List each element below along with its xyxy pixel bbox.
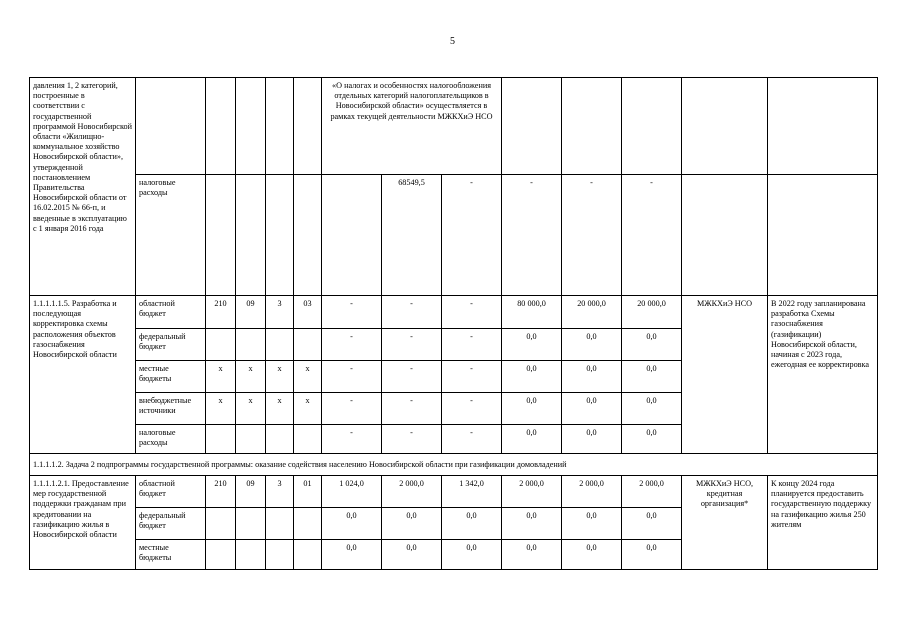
table-row: 1.1.1.1.1.5. Разработка и последующая корректировка схемы расположения объектов газоснабжения Новосибирской области областной бюджет 210 09 3 03 - - - 80 000,0 20 000,0 20 000,0 МЖКХиЭ НСО В 2022 году запланирована разработка Схемы газоснабжения (газификации) Новосибирской области, начиная с 2023 года, ежегодная ее корректировка [30,296,878,329]
funding-source-label: местные бюджеты [136,361,206,393]
table-row: 1.1.1.1.2.1. Предоставление мер государственной поддержки гражданам при кредитовании на газификацию жилья в Новосибирской области областной бюджет 210 09 3 01 1 024,0 2 000,0 1 342,0 2 000,0 2 000,0 2 000,0 МЖКХиЭ НСО, кредитная организация* К концу 2024 года планируется предоставить государственную поддержку на газификацию жилья 250 жителям [30,476,878,508]
funding-source-label: областной бюджет [136,296,206,329]
measure-description: давления 1, 2 категорий, построенные в соответствии с государственной программой Новосибирской области «Жилищно-коммунальное хозяйство Новосибирской области», утвержденной постановлением Правительства Новосибирской области от 16.02.2015 № 66-п, и введенные в эксплуатацию с 1 января 2016 года [30,78,136,296]
table-row: налоговые расходы - - - 0,0 0,0 0,0 [30,425,878,454]
program-table [29,77,878,570]
table-row: внебюджетные источники x x x x - - - 0,0 0,0 0,0 [30,393,878,425]
expected-result: В 2022 году запланирована разработка Схемы газоснабжения (газификации) Новосибирской области, начиная с 2023 года, ежегодная ее корректировка [768,296,878,454]
table-row: федеральный бюджет - - - 0,0 0,0 0,0 [30,329,878,361]
table-row: местные бюджеты 0,0 0,0 0,0 0,0 0,0 0,0 [30,540,878,570]
measure-title: 1.1.1.1.1.5. Разработка и последующая корректировка схемы расположения объектов газоснабжения Новосибирской области [30,296,136,454]
funding-source-label: местные бюджеты [136,540,206,570]
page-number: 5 [450,36,455,47]
table-row [30,78,878,175]
law-reference-text: «О налогах и особенностях налогообложения отдельных категорий налогоплательщиков в Новосибирской области» осуществляется в рамках текущей деятельности МЖКХиЭ НСО [322,78,502,175]
measure-title: 1.1.1.1.2.1. Предоставление мер государственной поддержки гражданам при кредитовании на газификацию жилья в Новосибирской области [30,476,136,570]
funding-source-label: федеральный бюджет [136,329,206,361]
value-cell: 68549,5 [382,175,442,296]
value-cell: - [502,175,562,296]
funding-source-label: федеральный бюджет [136,508,206,540]
table-row: федеральный бюджет 0,0 0,0 0,0 0,0 0,0 0,0 [30,508,878,540]
value-cell: - [562,175,622,296]
executor: МЖКХиЭ НСО [682,296,768,454]
task-heading: 1.1.1.1.2. Задача 2 подпрограммы государственной программы: оказание содействия населению Новосибирской области при газификации домовладений [30,454,878,476]
value-cell: - [622,175,682,296]
funding-source-label: внебюджетные источники [136,393,206,425]
executor: МЖКХиЭ НСО, кредитная организация* [682,476,768,570]
value-cell: - [442,175,502,296]
table-row [30,454,878,476]
funding-source-label: налоговые расходы [136,175,206,296]
table-row: местные бюджеты x x x x - - - 0,0 0,0 0,0 [30,361,878,393]
table-row [30,175,878,296]
expected-result: К концу 2024 года планируется предоставить государственную поддержку на газификацию жилья 250 жителям [768,476,878,570]
funding-source-label: налоговые расходы [136,425,206,454]
funding-source-label: областной бюджет [136,476,206,508]
